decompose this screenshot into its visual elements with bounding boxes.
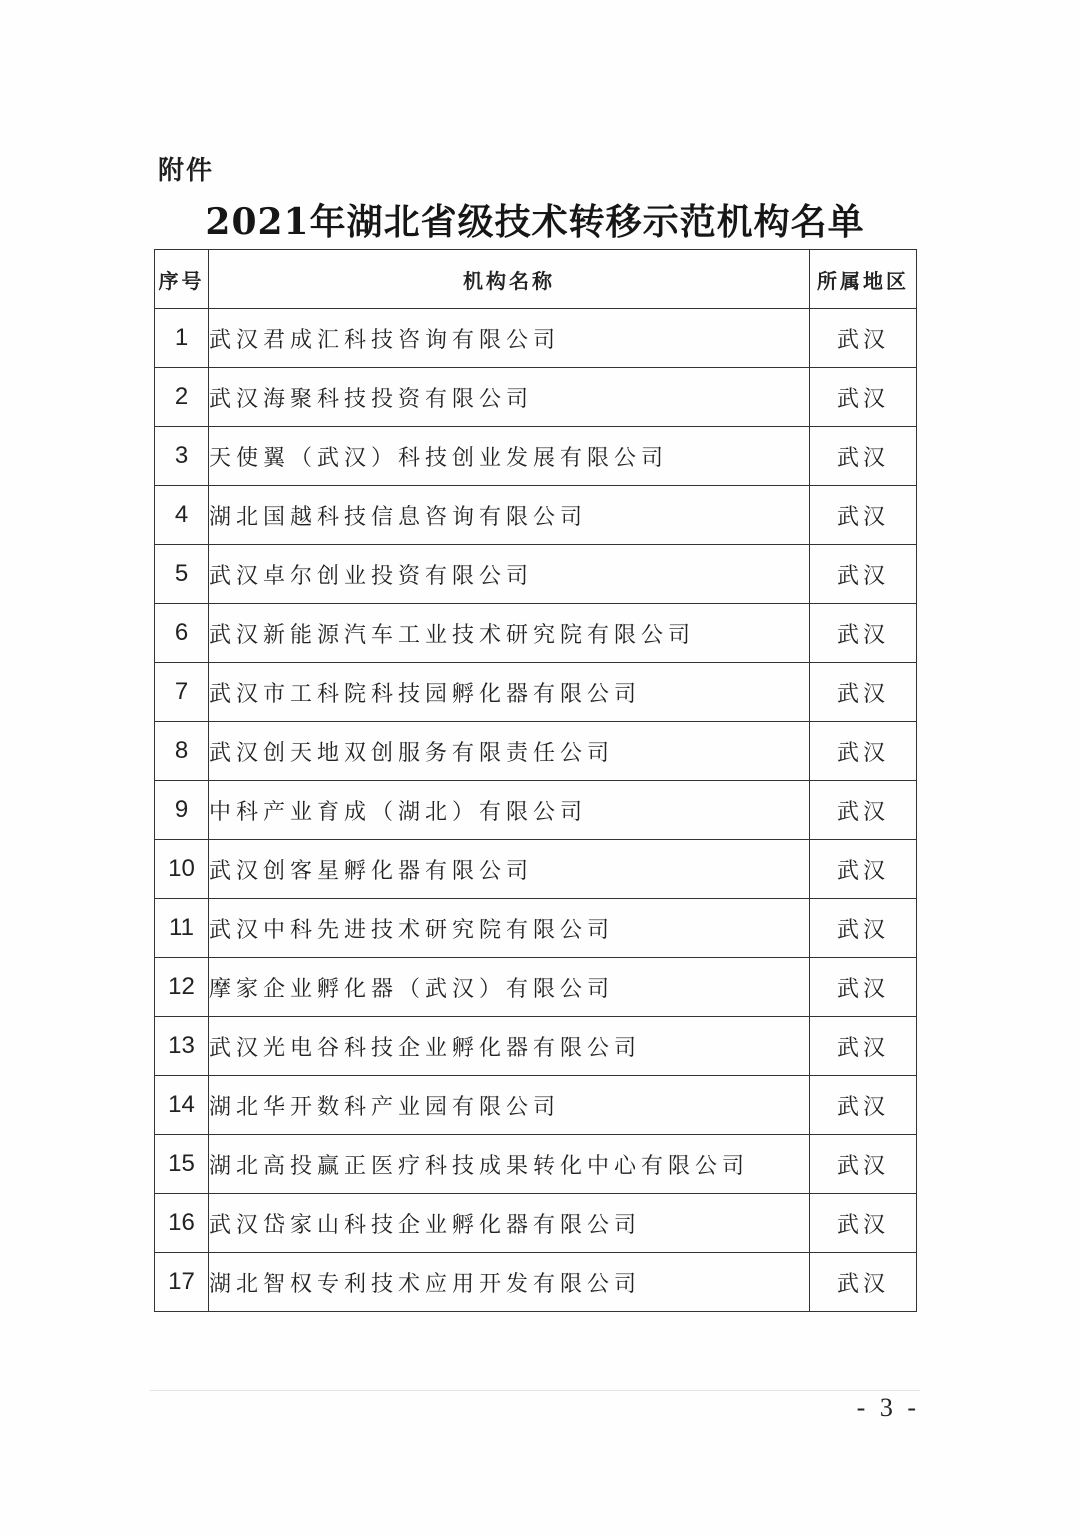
row-region: 武汉 [810,1253,917,1312]
row-institution-name: 武汉岱家山科技企业孵化器有限公司 [209,1194,810,1253]
table-row [155,368,917,427]
row-region: 武汉 [810,781,917,840]
row-region: 武汉 [810,1076,917,1135]
row-institution-name: 武汉市工科院科技园孵化器有限公司 [209,663,810,722]
row-region: 武汉 [810,486,917,545]
row-region: 武汉 [810,368,917,427]
row-index: 8 [155,722,209,781]
table-row [155,663,917,722]
institution-table [154,249,917,1312]
row-index: 11 [155,899,209,958]
table-row [155,427,917,486]
bottom-divider [150,1390,920,1391]
row-index: 12 [155,958,209,1017]
row-institution-name: 武汉创客星孵化器有限公司 [209,840,810,899]
table-row [155,545,917,604]
row-index: 6 [155,604,209,663]
row-institution-name: 中科产业育成（湖北）有限公司 [209,781,810,840]
attachment-label: 附件 [158,156,215,186]
header-index: 序号 [155,250,209,309]
row-index: 5 [155,545,209,604]
row-index: 9 [155,781,209,840]
table-row [155,899,917,958]
row-region: 武汉 [810,958,917,1017]
row-region: 武汉 [810,840,917,899]
row-region: 武汉 [810,899,917,958]
table-row [155,1135,917,1194]
table-row [155,958,917,1017]
table-row [155,1194,917,1253]
row-institution-name: 武汉光电谷科技企业孵化器有限公司 [209,1017,810,1076]
table-row [155,840,917,899]
row-institution-name: 摩家企业孵化器（武汉）有限公司 [209,958,810,1017]
row-index: 16 [155,1194,209,1253]
table-row [155,1253,917,1312]
row-index: 4 [155,486,209,545]
page-number: - 3 - [856,1393,920,1422]
row-region: 武汉 [810,663,917,722]
table-row [155,1017,917,1076]
row-region: 武汉 [810,1194,917,1253]
row-index: 2 [155,368,209,427]
table-row [155,604,917,663]
header-region: 所属地区 [810,250,917,309]
row-index: 17 [155,1253,209,1312]
row-region: 武汉 [810,722,917,781]
row-index: 3 [155,427,209,486]
row-region: 武汉 [810,604,917,663]
table-row [155,309,917,368]
table-row [155,781,917,840]
row-institution-name: 武汉新能源汽车工业技术研究院有限公司 [209,604,810,663]
row-institution-name: 武汉海聚科技投资有限公司 [209,368,810,427]
row-region: 武汉 [810,427,917,486]
row-region: 武汉 [810,545,917,604]
row-index: 10 [155,840,209,899]
row-index: 13 [155,1017,209,1076]
document-title: 2021年湖北省级技术转移示范机构名单 [205,201,865,243]
row-index: 1 [155,309,209,368]
row-institution-name: 湖北华开数科产业园有限公司 [209,1076,810,1135]
row-institution-name: 湖北智权专利技术应用开发有限公司 [209,1253,810,1312]
row-region: 武汉 [810,1135,917,1194]
row-region: 武汉 [810,309,917,368]
table-row [155,722,917,781]
row-institution-name: 湖北国越科技信息咨询有限公司 [209,486,810,545]
row-institution-name: 武汉卓尔创业投资有限公司 [209,545,810,604]
row-institution-name: 武汉中科先进技术研究院有限公司 [209,899,810,958]
table-body [155,309,917,1312]
row-institution-name: 天使翼（武汉）科技创业发展有限公司 [209,427,810,486]
row-institution-name: 武汉君成汇科技咨询有限公司 [209,309,810,368]
row-region: 武汉 [810,1017,917,1076]
row-index: 15 [155,1135,209,1194]
row-institution-name: 武汉创天地双创服务有限责任公司 [209,722,810,781]
table-row [155,1076,917,1135]
header-name: 机构名称 [209,250,810,309]
row-institution-name: 湖北高投赢正医疗科技成果转化中心有限公司 [209,1135,810,1194]
table-row [155,486,917,545]
table-header-row [155,250,917,309]
row-index: 14 [155,1076,209,1135]
row-index: 7 [155,663,209,722]
